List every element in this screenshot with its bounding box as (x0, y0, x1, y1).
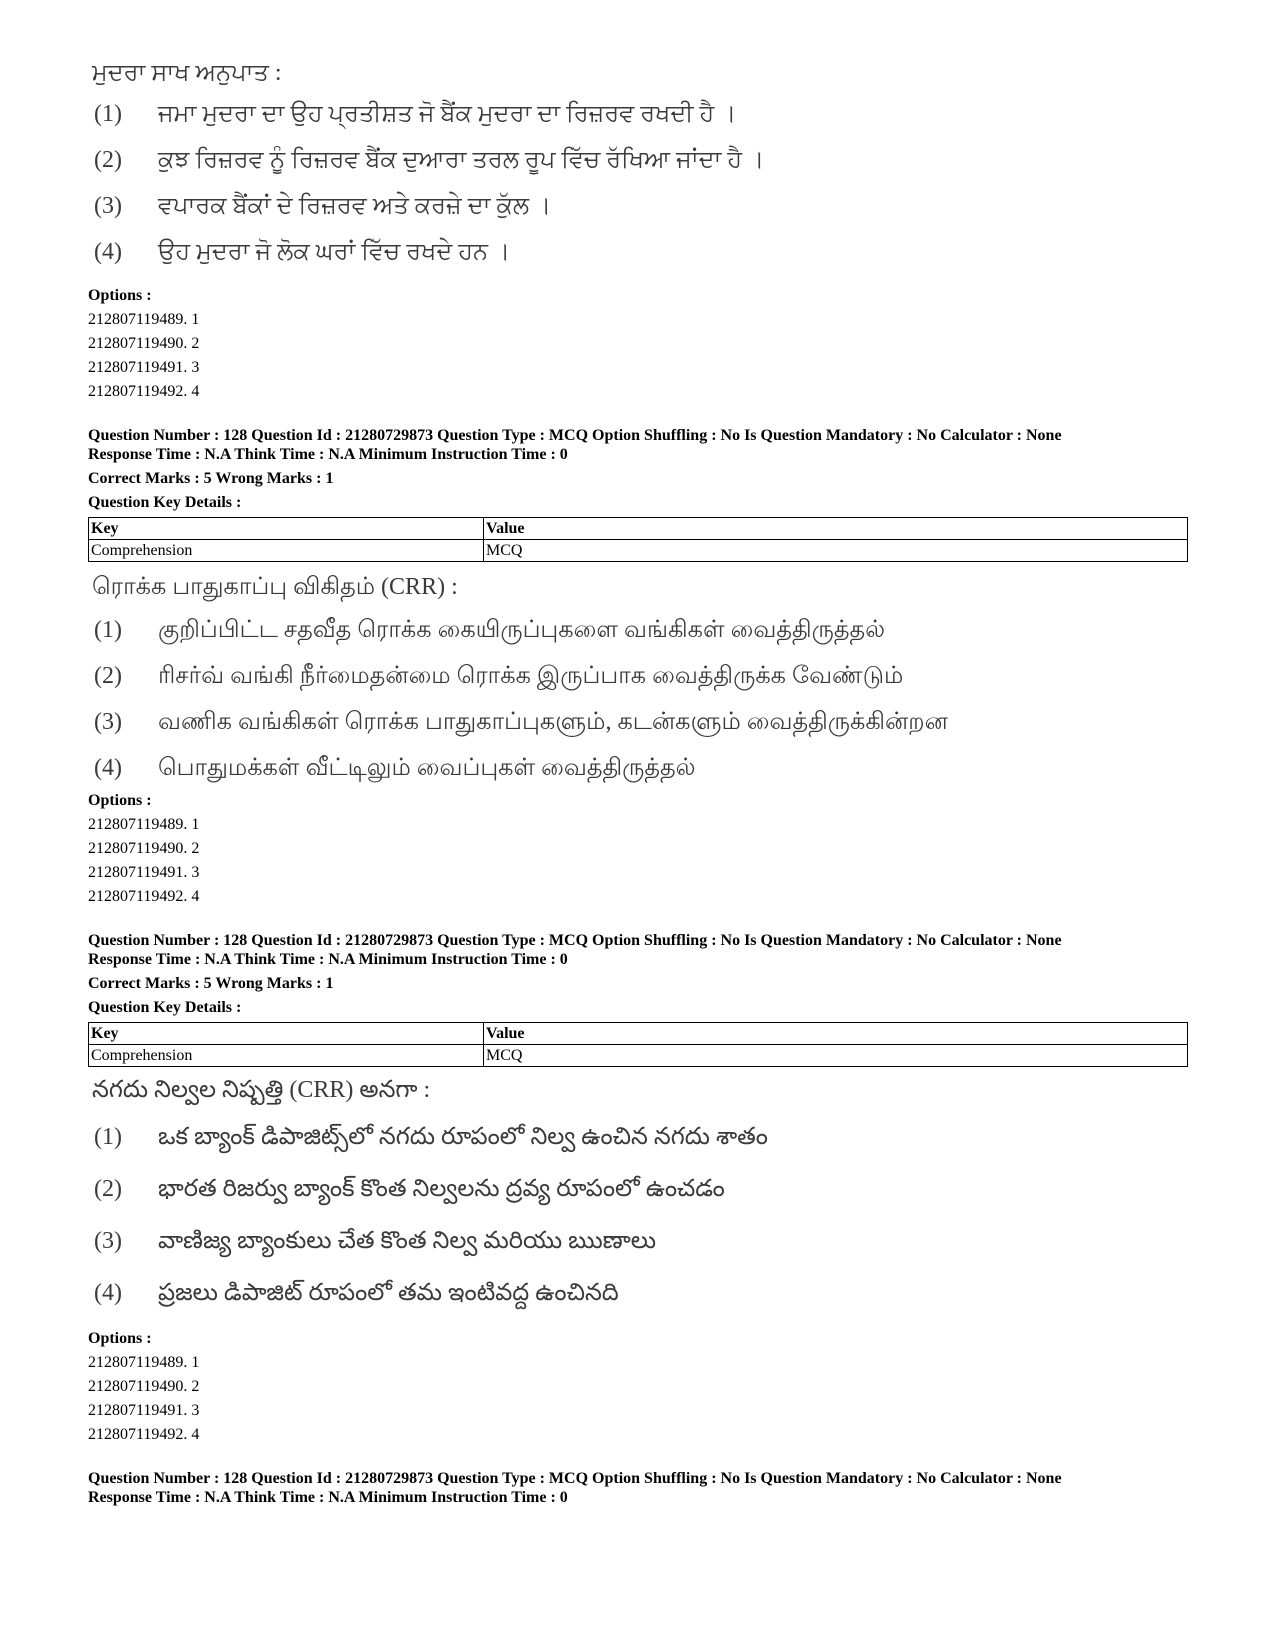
question-block-tamil (88, 574, 1188, 801)
options-heading: Options : (88, 1330, 152, 1347)
question-choice (88, 193, 1188, 239)
question-stem: ਮੁਦਰਾ ਸਾਖ ਅਨੁਪਾਤ : (92, 60, 282, 86)
choice-text: ప్రజలు డిపాజిట్ రూపంలో తమ ఇంటివద్ద ఉంచినది (158, 1280, 619, 1306)
choice-number: (3) (94, 193, 122, 219)
choice-text: ਜਮਾ ਮੁਦਰਾ ਦਾ ਉਹ ਪ੍ਰਤੀਸ਼ਤ ਜੋ ਬੈਂਕ ਮੁਦਰਾ ਦਾ ਰਿਜ਼ਰਵ ਰਖਦੀ ਹੈ । (158, 101, 737, 127)
choice-number: (2) (94, 663, 122, 689)
table-cell-key: Comprehension (89, 540, 484, 562)
marks-line: Correct Marks : 5 Wrong Marks : 1 (88, 975, 334, 992)
choice-number: (1) (94, 101, 122, 127)
option-item: 212807119491. 3 (88, 864, 200, 881)
options-list (88, 280, 1188, 404)
option-item: 212807119489. 1 (88, 1354, 200, 1371)
question-choice (88, 101, 1188, 147)
key-details-heading: Question Key Details : (88, 494, 242, 511)
table-header-value: Value (484, 518, 1188, 540)
question-block-telugu (88, 1076, 1188, 1331)
choice-text: ఒక బ్యాంక్ డిపాజిట్స్‌లో నగదు రూపంలో నిల్వ ఉంచిన నగదు శాతం (158, 1124, 768, 1150)
choice-text: భారత రిజర్వు బ్యాంక్ కొంత నిల్వలను ద్రవ్య రూపంలో ఉంచడం (158, 1176, 725, 1202)
question-choice (88, 1123, 1188, 1175)
question-choice (88, 147, 1188, 193)
options-list (88, 785, 1188, 909)
choice-number: (1) (94, 1124, 122, 1150)
question-stem: నగదు నిల్వల నిష్పత్తి (CRR) అనగా : (92, 1077, 431, 1103)
question-meta-line: Question Number : 128 Question Id : 21280729873 Question Type : MCQ Option Shuffling : No Is Question Mandatory : No Calculator : None (88, 427, 1062, 444)
table-header-key: Key (89, 1023, 484, 1045)
choice-number: (2) (94, 147, 122, 173)
choice-number: (4) (94, 755, 122, 781)
choice-text: ரிசர்வ் வங்கி நீர்மைதன்மை ரொக்க இருப்பாக வைத்திருக்க வேண்டும் (158, 663, 904, 689)
choice-text: குறிப்பிட்ட சதவீத ரொக்க கையிருப்புகளை வங்கிகள் வைத்திருத்தல் (158, 617, 886, 643)
question-choice (88, 709, 1188, 755)
option-item: 212807119492. 4 (88, 1426, 200, 1443)
choice-number: (3) (94, 709, 122, 735)
question-stem: ரொக்க பாதுகாப்பு விகிதம் (CRR) : (92, 574, 458, 600)
option-item: 212807119491. 3 (88, 1402, 200, 1419)
choice-number: (3) (94, 1228, 122, 1254)
marks-line: Correct Marks : 5 Wrong Marks : 1 (88, 470, 334, 487)
choice-text: ਕੁਝ ਰਿਜ਼ਰਵ ਨੂੰ ਰਿਜ਼ਰਵ ਬੈਂਕ ਦੁਆਰਾ ਤਰਲ ਰੂਪ ਵਿੱਚ ਰੱਖਿਆ ਜਾਂਦਾ ਹੈ । (158, 147, 765, 173)
table-header-key: Key (89, 518, 484, 540)
question-choice (88, 1227, 1188, 1279)
choice-number: (1) (94, 617, 122, 643)
choice-number: (4) (94, 1280, 122, 1306)
option-item: 212807119490. 2 (88, 840, 200, 857)
choice-text: வணிக வங்கிகள் ரொக்க பாதுகாப்புகளும், கடன்களும் வைத்திருக்கின்றன (158, 709, 948, 735)
options-heading: Options : (88, 792, 152, 809)
key-details-table (88, 517, 1188, 562)
question-block-punjabi (88, 60, 1188, 285)
table-row (89, 1045, 1188, 1067)
option-item: 212807119489. 1 (88, 816, 200, 833)
response-time-line: Response Time : N.A Think Time : N.A Minimum Instruction Time : 0 (88, 1489, 568, 1506)
table-header-row (89, 518, 1188, 540)
response-time-line: Response Time : N.A Think Time : N.A Minimum Instruction Time : 0 (88, 951, 568, 968)
option-item: 212807119492. 4 (88, 888, 200, 905)
question-meta (88, 1469, 1188, 1507)
table-cell-value: MCQ (484, 540, 1188, 562)
options-list (88, 1323, 1188, 1447)
option-item: 212807119492. 4 (88, 383, 200, 400)
question-choice (88, 617, 1188, 663)
table-header-value: Value (484, 1023, 1188, 1045)
question-choice (88, 663, 1188, 709)
question-meta (88, 931, 1188, 1067)
choice-number: (2) (94, 1176, 122, 1202)
option-item: 212807119489. 1 (88, 311, 200, 328)
choice-text: ਉਹ ਮੁਦਰਾ ਜੋ ਲੋਕ ਘਰਾਂ ਵਿੱਚ ਰਖਦੇ ਹਨ । (158, 239, 511, 265)
response-time-line: Response Time : N.A Think Time : N.A Minimum Instruction Time : 0 (88, 446, 568, 463)
question-meta-line: Question Number : 128 Question Id : 21280729873 Question Type : MCQ Option Shuffling : No Is Question Mandatory : No Calculator : None (88, 932, 1062, 949)
table-cell-key: Comprehension (89, 1045, 484, 1067)
choice-text: ਵਪਾਰਕ ਬੈਂਕਾਂ ਦੇ ਰਿਜ਼ਰਵ ਅਤੇ ਕਰਜ਼ੇ ਦਾ ਕੁੱਲ । (158, 193, 552, 219)
table-row (89, 540, 1188, 562)
choice-number: (4) (94, 239, 122, 265)
option-item: 212807119490. 2 (88, 335, 200, 352)
table-header-row (89, 1023, 1188, 1045)
key-details-heading: Question Key Details : (88, 999, 242, 1016)
question-meta (88, 426, 1188, 562)
choice-text: பொதுமக்கள் வீட்டிலும் வைப்புகள் வைத்திருத்தல் (158, 755, 696, 781)
option-item: 212807119491. 3 (88, 359, 200, 376)
question-meta-line: Question Number : 128 Question Id : 21280729873 Question Type : MCQ Option Shuffling : No Is Question Mandatory : No Calculator : None (88, 1470, 1062, 1487)
question-choice (88, 239, 1188, 285)
choice-text: వాణిజ్య బ్యాంకులు చేత కొంత నిల్వ మరియు ఋణాలు (158, 1228, 657, 1254)
question-choice (88, 1175, 1188, 1227)
option-item: 212807119490. 2 (88, 1378, 200, 1395)
key-details-table (88, 1022, 1188, 1067)
table-cell-value: MCQ (484, 1045, 1188, 1067)
options-heading: Options : (88, 287, 152, 304)
